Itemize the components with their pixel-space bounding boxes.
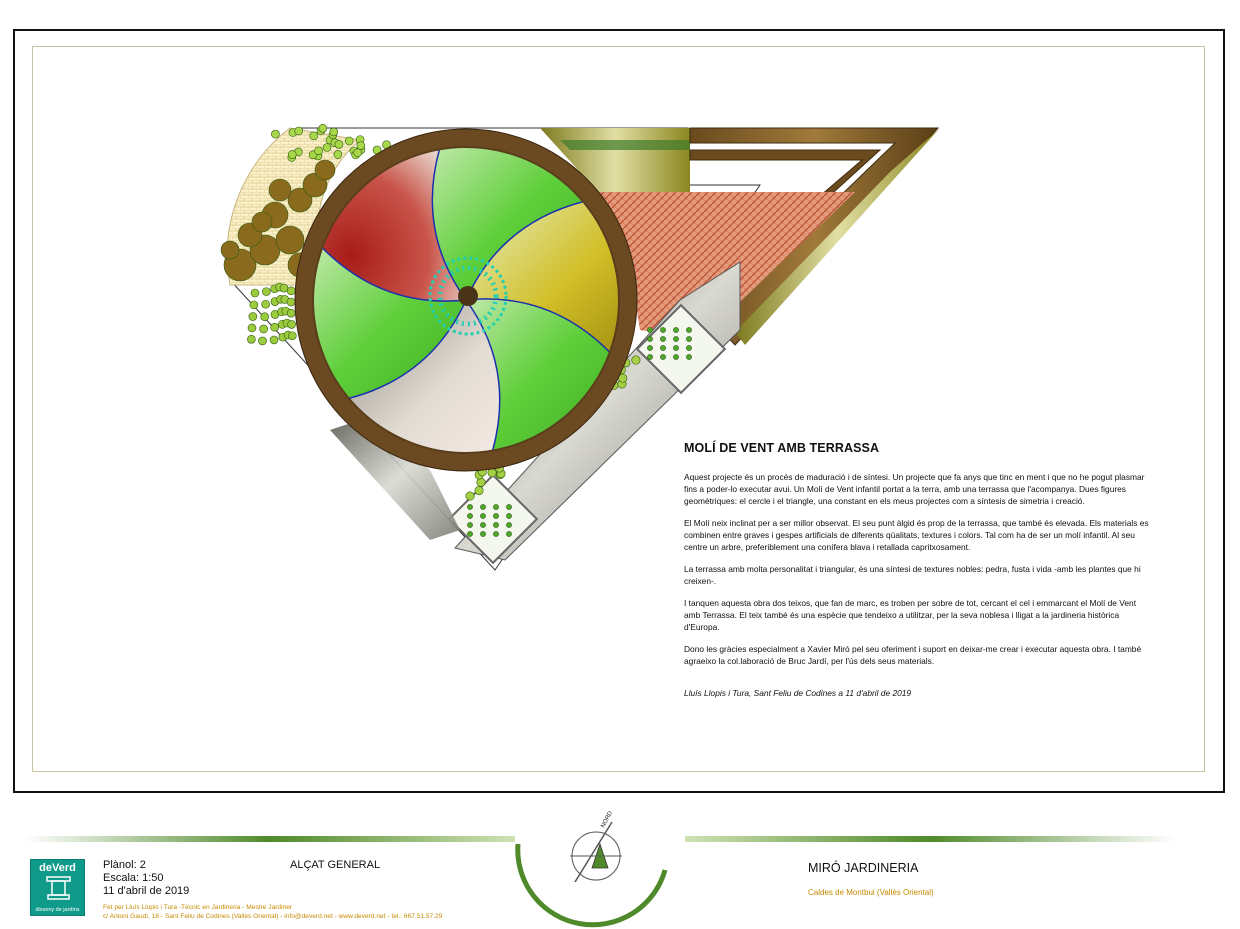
shrub bbox=[686, 336, 691, 341]
footer-line-right bbox=[685, 836, 1175, 842]
shrub bbox=[480, 504, 485, 509]
shrub bbox=[252, 212, 272, 232]
shrub bbox=[475, 486, 483, 494]
shrub bbox=[493, 504, 498, 509]
shrub bbox=[288, 151, 296, 159]
logo-brand: deVerd bbox=[39, 862, 76, 874]
shrub bbox=[660, 336, 665, 341]
shrub bbox=[287, 298, 295, 306]
shrub bbox=[673, 345, 678, 350]
shrub bbox=[647, 354, 652, 359]
shrub bbox=[287, 287, 295, 295]
plan-info bbox=[103, 859, 189, 898]
shrub bbox=[345, 137, 353, 145]
shrub bbox=[506, 522, 511, 527]
shrub bbox=[262, 288, 270, 296]
shrub bbox=[319, 124, 327, 132]
shrub bbox=[354, 149, 362, 157]
shrub bbox=[330, 128, 338, 136]
paragraph: La terrassa amb molta personalitat i triangular, és una síntesi de textures nobles: pedra, fusta i vida -amb les plantes que hi creixen-. bbox=[684, 564, 1141, 586]
shrub bbox=[467, 513, 472, 518]
shrub bbox=[480, 513, 485, 518]
shrub bbox=[647, 336, 652, 341]
shrub bbox=[686, 327, 691, 332]
shrub bbox=[247, 335, 255, 343]
drawing-title: ALÇAT GENERAL bbox=[290, 859, 381, 871]
shrub bbox=[310, 132, 318, 140]
shrub bbox=[493, 513, 498, 518]
shrub bbox=[660, 327, 665, 332]
credits bbox=[103, 903, 442, 921]
shrub bbox=[270, 336, 278, 344]
shrub bbox=[261, 313, 269, 321]
paragraph: Aquest projecte és un procés de maduració i de síntesi. Un projecte que fa anys que tinc en ment i que no he pogut plasmar fins a poder-lo executar avui. Un Molí de Vent infantil portat a la terra, amb una terrassa que l'acompanya. Dues figures geomètriques: el cercle i el triangle, una constant en els meus projectes com a síntesis de simetria i creació. bbox=[684, 472, 1145, 506]
shrub bbox=[323, 143, 331, 151]
shrub bbox=[251, 289, 259, 297]
credit-line: Fet per Lluís Llopis i Tura -Tècnic en Jardineria - Mestre Jardiner bbox=[103, 904, 293, 911]
shrub bbox=[250, 301, 258, 309]
client-name: MIRÓ JARDINERIA bbox=[808, 861, 919, 875]
shrub bbox=[335, 140, 343, 148]
shrub bbox=[673, 336, 678, 341]
shrub bbox=[262, 300, 270, 308]
deverd-logo bbox=[30, 859, 85, 916]
shrub bbox=[493, 522, 498, 527]
shrub bbox=[506, 531, 511, 536]
shrub bbox=[271, 323, 279, 331]
logo-tagline: disseny de jardins bbox=[35, 907, 80, 913]
shrub bbox=[647, 345, 652, 350]
shrub bbox=[221, 241, 239, 259]
shrub bbox=[506, 504, 511, 509]
shrub bbox=[673, 354, 678, 359]
shrub bbox=[260, 325, 268, 333]
shrub bbox=[467, 522, 472, 527]
shrub bbox=[315, 147, 323, 155]
north-label: NORD bbox=[600, 810, 615, 829]
project-description bbox=[684, 442, 1154, 709]
shrub bbox=[467, 531, 472, 536]
strip-line bbox=[560, 140, 690, 150]
paragraph: Dono les gràcies especialment a Xavier Miró pel seu oferiment i suport en deixar-me crear i executar aquesta obra. I també agraeixo la col.laboració de Bruc Jardí, per l'ús dels seus materials. bbox=[684, 644, 1142, 666]
shrub bbox=[686, 345, 691, 350]
shrub bbox=[357, 142, 365, 150]
shrub bbox=[493, 531, 498, 536]
credit-line: c/ Antoni Gaudí, 16 - Sant Feliu de Codines (Vallès Oriental) - info@deverd.net - www.deverd.net - tel.: 667.51.57.29 bbox=[103, 913, 443, 920]
shrub bbox=[632, 356, 640, 364]
shrub bbox=[315, 160, 335, 180]
shrub bbox=[334, 150, 342, 158]
project-title: MOLÍ DE VENT AMB TERRASSA bbox=[684, 441, 880, 455]
shrub bbox=[258, 337, 266, 345]
shrub bbox=[647, 327, 652, 332]
paragraph: I tanquen aquesta obra dos teixos, que fan de marc, es troben per sobre de tot, cercant el cel i emmarcant el Molí de Vent amb Terrassa. El teix també és una espècie que tendeixo a utilitzar, per la seva noblesa i lligat a la jardineria històrica d'Europa. bbox=[684, 598, 1137, 632]
shrub bbox=[660, 345, 665, 350]
shrub bbox=[466, 492, 474, 500]
north-arrow-icon bbox=[570, 822, 622, 882]
client-location: Caldes de Montbui (Vallès Oriental) bbox=[808, 888, 934, 897]
shrub bbox=[288, 332, 296, 340]
plan-date: 11 d'abril de 2019 bbox=[103, 885, 190, 897]
shrub bbox=[271, 130, 279, 138]
shrub bbox=[480, 531, 485, 536]
shrub bbox=[506, 513, 511, 518]
shrub bbox=[280, 284, 288, 292]
shrub bbox=[287, 309, 295, 317]
plan-number: Plànol: 2 bbox=[103, 859, 146, 871]
signature: Lluís Llopis i Tura, Sant Feliu de Codines a 11 d'abril de 2019 bbox=[684, 688, 912, 698]
shrub bbox=[480, 522, 485, 527]
plan-scale: Escala: 1:50 bbox=[103, 872, 164, 884]
shrub bbox=[249, 313, 257, 321]
shrub bbox=[269, 179, 291, 201]
shrub bbox=[467, 504, 472, 509]
paragraph: El Molí neix inclinat per a ser millor observat. El seu punt àlgid és prop de la terrassa, que també és elevada. Els materials es combinen entre graves i gespes artificials de diferents qüalitats, textures i colors. Tal com ha de ser un molí infantil. Al seu centre un arbre, preferiblement una conífera blava i retallada capritxosament. bbox=[684, 518, 1149, 552]
shrub bbox=[660, 354, 665, 359]
shrub bbox=[276, 226, 304, 254]
shrub bbox=[288, 320, 296, 328]
shrub bbox=[686, 354, 691, 359]
shrub bbox=[295, 127, 303, 135]
shrub bbox=[248, 324, 256, 332]
shrub bbox=[673, 327, 678, 332]
footer-line-left bbox=[25, 836, 515, 842]
column-icon bbox=[45, 875, 72, 901]
